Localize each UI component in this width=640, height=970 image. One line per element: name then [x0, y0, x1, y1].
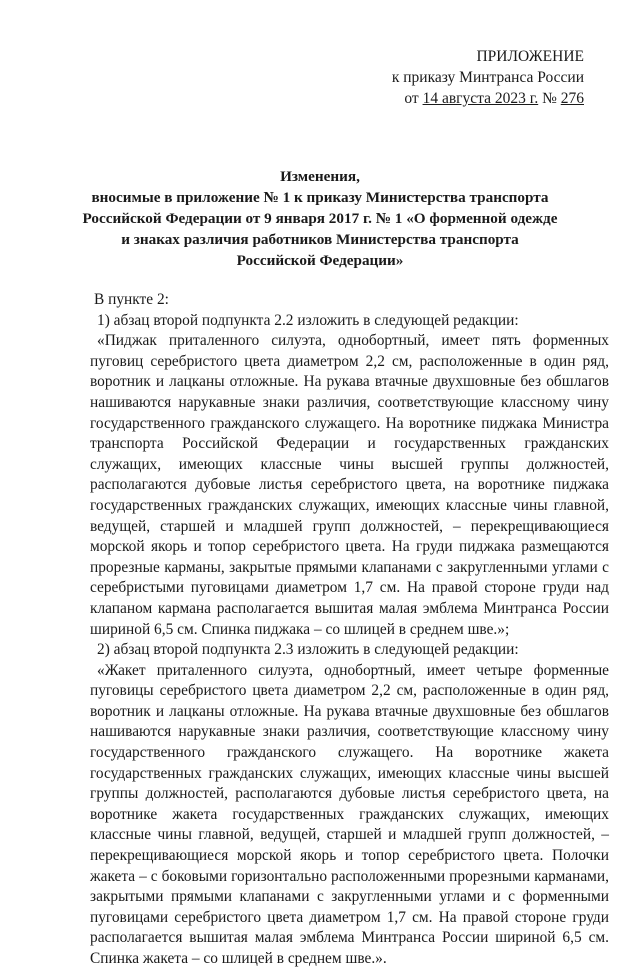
appendix-title: ПРИЛОЖЕНИЕ — [476, 48, 584, 65]
item2-heading: 2) абзац второй подпункта 2.3 изложить в следующей редакции: — [97, 641, 519, 659]
title-line: Российской Федерации от 9 января 2017 г. № 1 «О форменной одежде — [82, 210, 558, 227]
title-line: вносимые в приложение № 1 к приказу Министерства транспорта — [91, 189, 549, 206]
document-body — [90, 290, 609, 970]
item1-heading: 1) абзац второй подпункта 2.2 изложить в следующей редакции: — [97, 311, 519, 329]
order-number: 276 — [560, 90, 584, 107]
order-date: 14 августа 2023 г. — [422, 90, 539, 107]
title-line: Российской Федерации» — [236, 252, 404, 269]
title-line: и знаках различия работников Министерства транспорта — [121, 231, 519, 248]
appendix-order-ref: к приказу Минтранса России — [391, 69, 584, 86]
title-line: Изменения, — [280, 168, 360, 185]
appendix-date-line — [324, 88, 584, 109]
item2-paragraph: «Жакет приталенного силуэта, однобортный, имеет четыре форменные пуговицы серебристого цвета диаметром 2,2 см, расположенные в один ряд, воротник и лацканы отложные. На рукава втачные двухшовные без обшлагов нашиваются нарукавные знаки различия, соответствующие классному чину государственного гражданского служащего. На воротнике жакета государственных гражданских служащих, имеющих классные чины высшей группы должностей, располагаются дубовые листья серебристого цвета, на воротнике жакета государственных гражданских служащих, имеющих классные чины главной, ведущей, старшей и младшей групп должностей, – перекрещивающиеся морской якорь и топор серебристого цвета. Полочки жакета – с боковыми горизонтально расположенными прорезными карманами, закрытыми прямыми клапанами с закругленными углами и с форменными пуговицами серебристого цвета диаметром 1,7 см. На правой стороне груди располагается вышитая малая эмблема Минтранса России шириной 6,5 см. Спинка жакета – со шлицей в среднем шве.». — [90, 661, 609, 967]
document-title — [60, 166, 580, 271]
date-prefix: от — [404, 90, 423, 107]
number-prefix: № — [538, 90, 561, 107]
appendix-header — [324, 46, 584, 109]
section-heading: В пункте 2: — [94, 291, 169, 308]
item1-paragraph: «Пиджак приталенного силуэта, однобортный, имеет пять форменных пуговиц серебристого цвета диаметром 2,2 см, расположенные в один ряд, воротник и лацканы отложные. На рукава втачные двухшовные без обшлагов нашиваются нарукавные знаки различия, соответствующие классному чину государственного гражданского служащего. На воротнике пиджака Министра транспорта Российской Федерации и государственных гражданских служащих, имеющих классные чины высшей группы должностей, располагаются дубовые листья серебристого цвета, на воротнике пиджака государственных гражданских служащих, имеющих классные чины главной, ведущей, старшей и младшей групп должностей, – перекрещивающиеся морской якорь и топор серебристого цвета. На груди пиджака размещаются прорезные карманы, закрытые прямыми клапанами с закругленными углами с серебристыми пуговицами диаметром 1,7 см. На правой стороне груди над клапаном кармана располагается вышитая малая эмблема Минтранса России шириной 6,5 см. Спинка пиджака – со шлицей в среднем шве.»; — [90, 332, 609, 638]
